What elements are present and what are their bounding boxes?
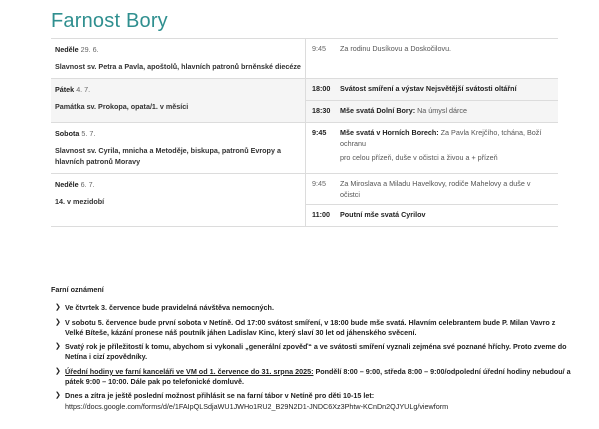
feast-name: 14. v mezidobí — [55, 197, 105, 206]
day-events — [306, 39, 558, 78]
schedule-day — [51, 174, 558, 227]
camp-form-link[interactable]: https://docs.google.com/forms/d/e/1FAIpQLSdjaWU1JWHo1RU2_B29N2D1-JNDC6Xz3Phtw-KCnDn2QJYULg/viewform — [65, 401, 449, 411]
notice-text: Pondělí 8:00 – 9:00, středa 8:00 – 9:00/odpolední úřední hodiny nebudou/ a pátek 9:00 – 10:00. Dále pak po telefonické domluvě. — [65, 366, 571, 387]
notice-text: Dnes a zítra je ještě poslední možnost přihlásit se na farní tábor v Netíně pro děti 10-15 let: — [65, 391, 375, 401]
notice-list — [51, 303, 571, 412]
event-title: Mše svatá Dolní Bory: — [340, 106, 416, 115]
day-events — [306, 79, 558, 122]
day-date: 4. 7. — [76, 85, 91, 94]
notice-item — [51, 342, 571, 363]
event-row — [306, 204, 558, 226]
event-line — [340, 127, 552, 149]
day-name: Neděle — [55, 180, 79, 189]
event-row — [306, 39, 558, 58]
page-title: Farnost Bory — [51, 10, 168, 32]
notices-heading: Farní oznámení — [51, 285, 104, 294]
mass-schedule-table — [51, 38, 558, 227]
day-events — [306, 123, 558, 173]
event-title: Svátost smíření a výstav Nejsvětější svátosti oltářní — [340, 84, 517, 93]
schedule-day — [51, 39, 558, 79]
day-name: Sobota — [55, 129, 80, 138]
event-time: 18:00 — [312, 84, 331, 93]
day-date: 6. 7. — [80, 180, 95, 189]
chevron-right-icon: ❯ — [55, 392, 61, 400]
day-events — [306, 174, 558, 226]
event-row — [306, 174, 558, 204]
event-row — [306, 79, 558, 100]
day-heading — [55, 44, 301, 55]
schedule-day — [51, 123, 558, 174]
notice-item — [51, 318, 571, 339]
day-info — [51, 79, 306, 122]
day-date: 29. 6. — [80, 45, 99, 54]
day-info — [51, 39, 306, 78]
event-description — [340, 209, 558, 220]
feast-name: Památka sv. Prokopa, opata/1. v měsíci — [55, 102, 189, 111]
notice-text: Svatý rok je příležitostí k tomu, abychom si vykonali „generální zpověď“ a ve svátosti smíření vyznali zejména své poznané hříchy. Proto zveme do Netína i cizí zpovědníky. — [65, 342, 567, 362]
chevron-right-icon: ❯ — [55, 318, 61, 326]
chevron-right-icon: ❯ — [55, 343, 61, 351]
schedule-day — [51, 79, 558, 123]
event-description — [340, 127, 558, 163]
event-description — [340, 105, 558, 116]
chevron-right-icon: ❯ — [55, 304, 61, 312]
event-detail-continued: pro celou přízeň, duše v očistci a živou a + přízeň — [340, 153, 498, 162]
event-time: 9:45 — [312, 44, 326, 53]
notice-text: Ve čtvrtek 3. července bude pravidelná návštěva nemocných. — [65, 303, 274, 313]
event-description — [340, 83, 558, 94]
event-row — [306, 100, 558, 122]
notice-item — [51, 367, 571, 388]
day-info — [51, 123, 306, 173]
event-detail: Na úmysl dárce — [417, 106, 468, 115]
event-title: Mše svatá v Horních Borech: — [340, 128, 439, 137]
parish-notices — [51, 285, 571, 416]
event-time: 9:45 — [312, 179, 326, 188]
event-time: 18:30 — [312, 106, 331, 115]
day-info — [51, 174, 306, 226]
event-title: Poutní mše svatá Cyrilov — [340, 210, 426, 219]
notice-text: V sobotu 5. července bude první sobota v Netíně. Od 17:00 svátost smíření, v 18:00 bude mše svatá. Hlavním celebrantem bude P. Milan Vavro z Velké Bíteše, kázání pronese náš poutník jáhen Ladislav Kinc, který slaví 30 let od jáhenského svěcení. — [65, 317, 556, 337]
notice-item — [51, 303, 571, 313]
day-name: Neděle — [55, 45, 79, 54]
chevron-right-icon: ❯ — [55, 367, 61, 375]
event-detail: Za rodinu Dusíkovu a Doskočilovu. — [340, 44, 452, 53]
event-time: 9:45 — [312, 128, 327, 137]
day-heading — [55, 179, 301, 190]
notice-item — [51, 391, 571, 412]
day-heading — [55, 128, 301, 139]
day-heading — [55, 84, 301, 95]
event-time: 11:00 — [312, 210, 330, 219]
event-row — [306, 123, 558, 170]
day-name: Pátek — [55, 85, 75, 94]
event-detail: Za Pavla Krejčího, tchána, Boží ochranu — [340, 128, 542, 148]
day-date: 5. 7. — [81, 129, 96, 138]
event-detail: Za Miroslava a Miladu Havelkovy, rodiče Mahelovy a duše v očistci — [340, 179, 531, 199]
feast-name: Slavnost sv. Petra a Pavla, apoštolů, hlavních patronů brněnské diecéze — [55, 62, 301, 71]
feast-name: Slavnost sv. Cyrila, mnicha a Metoděje, biskupa, patronů Evropy a hlavních patronů Moravy — [55, 146, 281, 166]
office-hours-link[interactable]: Úřední hodiny ve farní kanceláři ve VM od 1. července do 31. srpna 2025: — [65, 366, 314, 376]
